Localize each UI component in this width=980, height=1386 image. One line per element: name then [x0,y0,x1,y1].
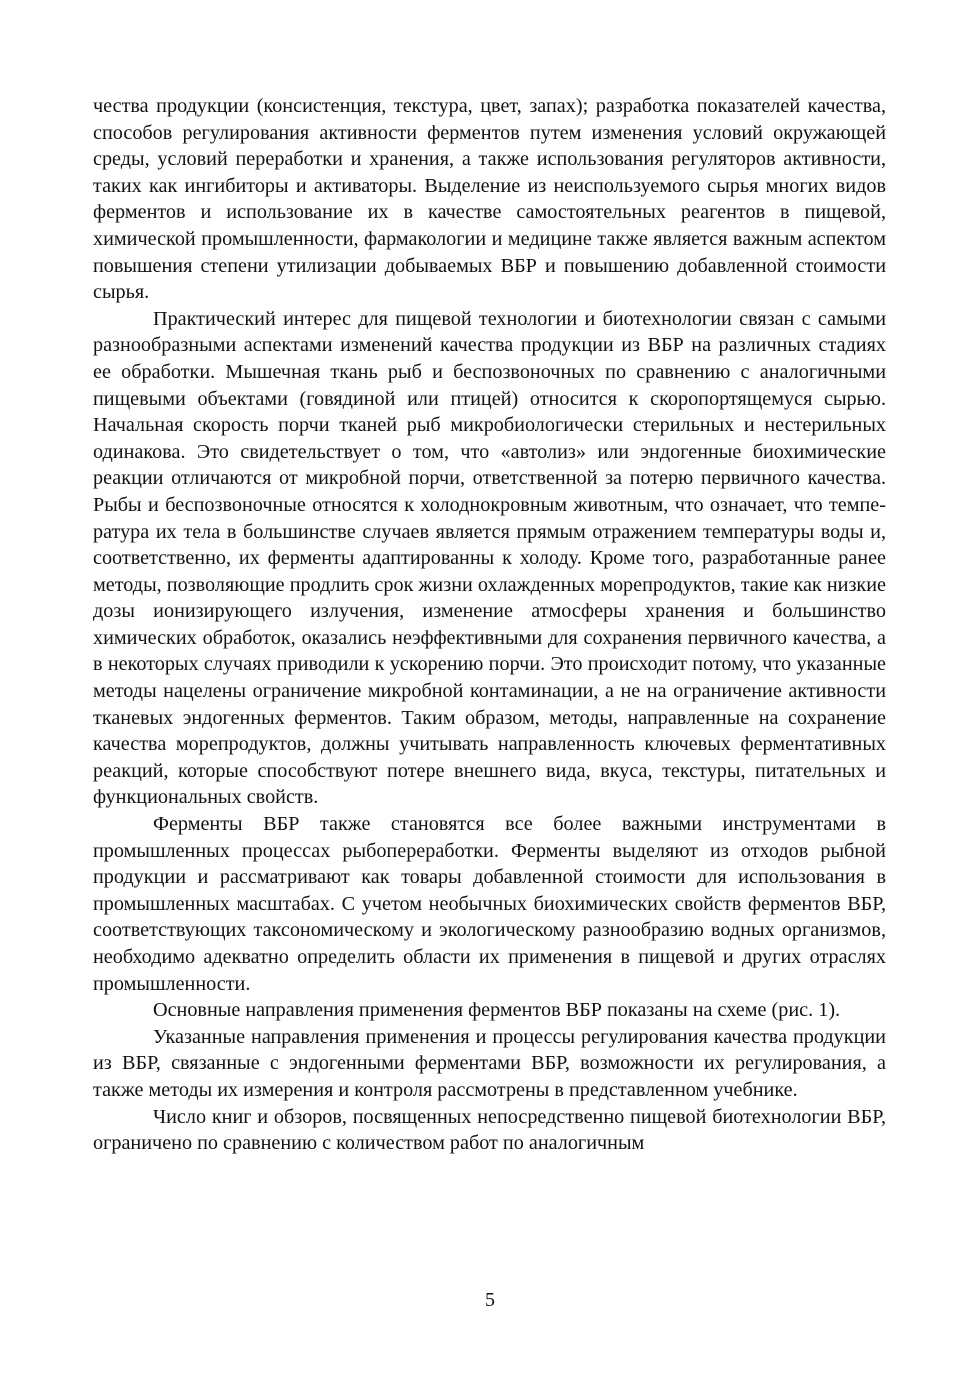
paragraph-1: чества продукции (консистенция, текстура, цвет, запах); разработка показателей качества, способов регулирования активности ферментов путем изменения условий окружающей среды, условий переработки и хранения, а также использования регуляторов активности, таких как ингибиторы и активаторы. Выделение из неиспользуемого сырья многих видов ферментов и использование их в качестве самостоятельных реагентов в пищевой, химической промышленности, фармакологии и медицине также является важным аспектом повышения степени утилизации добываемых ВБР и повышению добавленной стоимости сырья. [93,95,886,304]
paragraph-3: Ферменты ВБР также становятся все более важными инструментами в промышленных процессах рыбопереработки. Ферменты выделяют из отходов рыбной продукции и рассматривают как товары добавленной стоимости для использования в промышленных масштабах. С учетом необычных биохимических свойств ферментов ВБР, соответствующих таксономическому и экологическому разнообразию водных организмов, необходимо адекватно определить области их применения в пищевой и других отраслях промышленности. [93,813,886,995]
paragraph-6: Число книг и обзоров, посвященных непосредственно пищевой биотехнологии ВБР, ограничено по сравнению с количеством работ по аналогичным [93,1105,886,1155]
document-body [93,93,886,1157]
paragraph-4: Основные направления применения ферментов ВБР показаны на схеме (рис. 1). [153,999,841,1022]
paragraph-2: Практический интерес для пищевой технологии и биотехнологии связан с самыми разнообразными аспектами изменений качества продукции из ВБР на различных стадиях ее обработки. Мышечная ткань рыб и беспозвоночных по сравнению с аналогичными пищевыми объектами (говядиной или птицей) относится к скоропортящемуся сырью. Начальная скорость порчи тканей рыб микробиологически стерильных и нестерильных одинакова. Это свидетельствует о том, что «автолиз» или эндогенные биохимические реакции отличаются от микробной порчи, ответственной за потерю первичного качества. Рыбы и беспозвоночные относятся к холоднокровным животным, что означает, что температура их тела в большинстве случаев является прямым отражением температуры воды и, соответственно, их ферменты адаптированны к холоду. Кроме того, разработанные ранее методы, позволяющие продлить срок жизни охлажденных морепродуктов, такие как низкие дозы ионизирующего излучения, изменение атмосферы хранения и большинство химических обработок, оказались неэффективными для сохранения первичного качества, а в некоторых случаях приводили к ускорению порчи. Это происходит потому, что указанные методы нацелены ограничение микробной контаминации, а не на ограничение активности тканевых эндогенных ферментов. Таким образом, методы, направленные на сохранение качества морепродуктов, должны учитывать направленность ключевых ферментативных реакций, которые способствуют потере внешнего вида, вкуса, текстуры, питательных и функциональных свойств. [93,307,886,809]
page-number: 5 [485,1289,495,1311]
paragraph-5: Указанные направления применения и процессы регулирования качества продукции из ВБР, связанные с эндогенными ферментами ВБР, возможности их регулирования, а также методы их измерения и контроля рассмотрены в представленном учебнике. [93,1025,886,1101]
